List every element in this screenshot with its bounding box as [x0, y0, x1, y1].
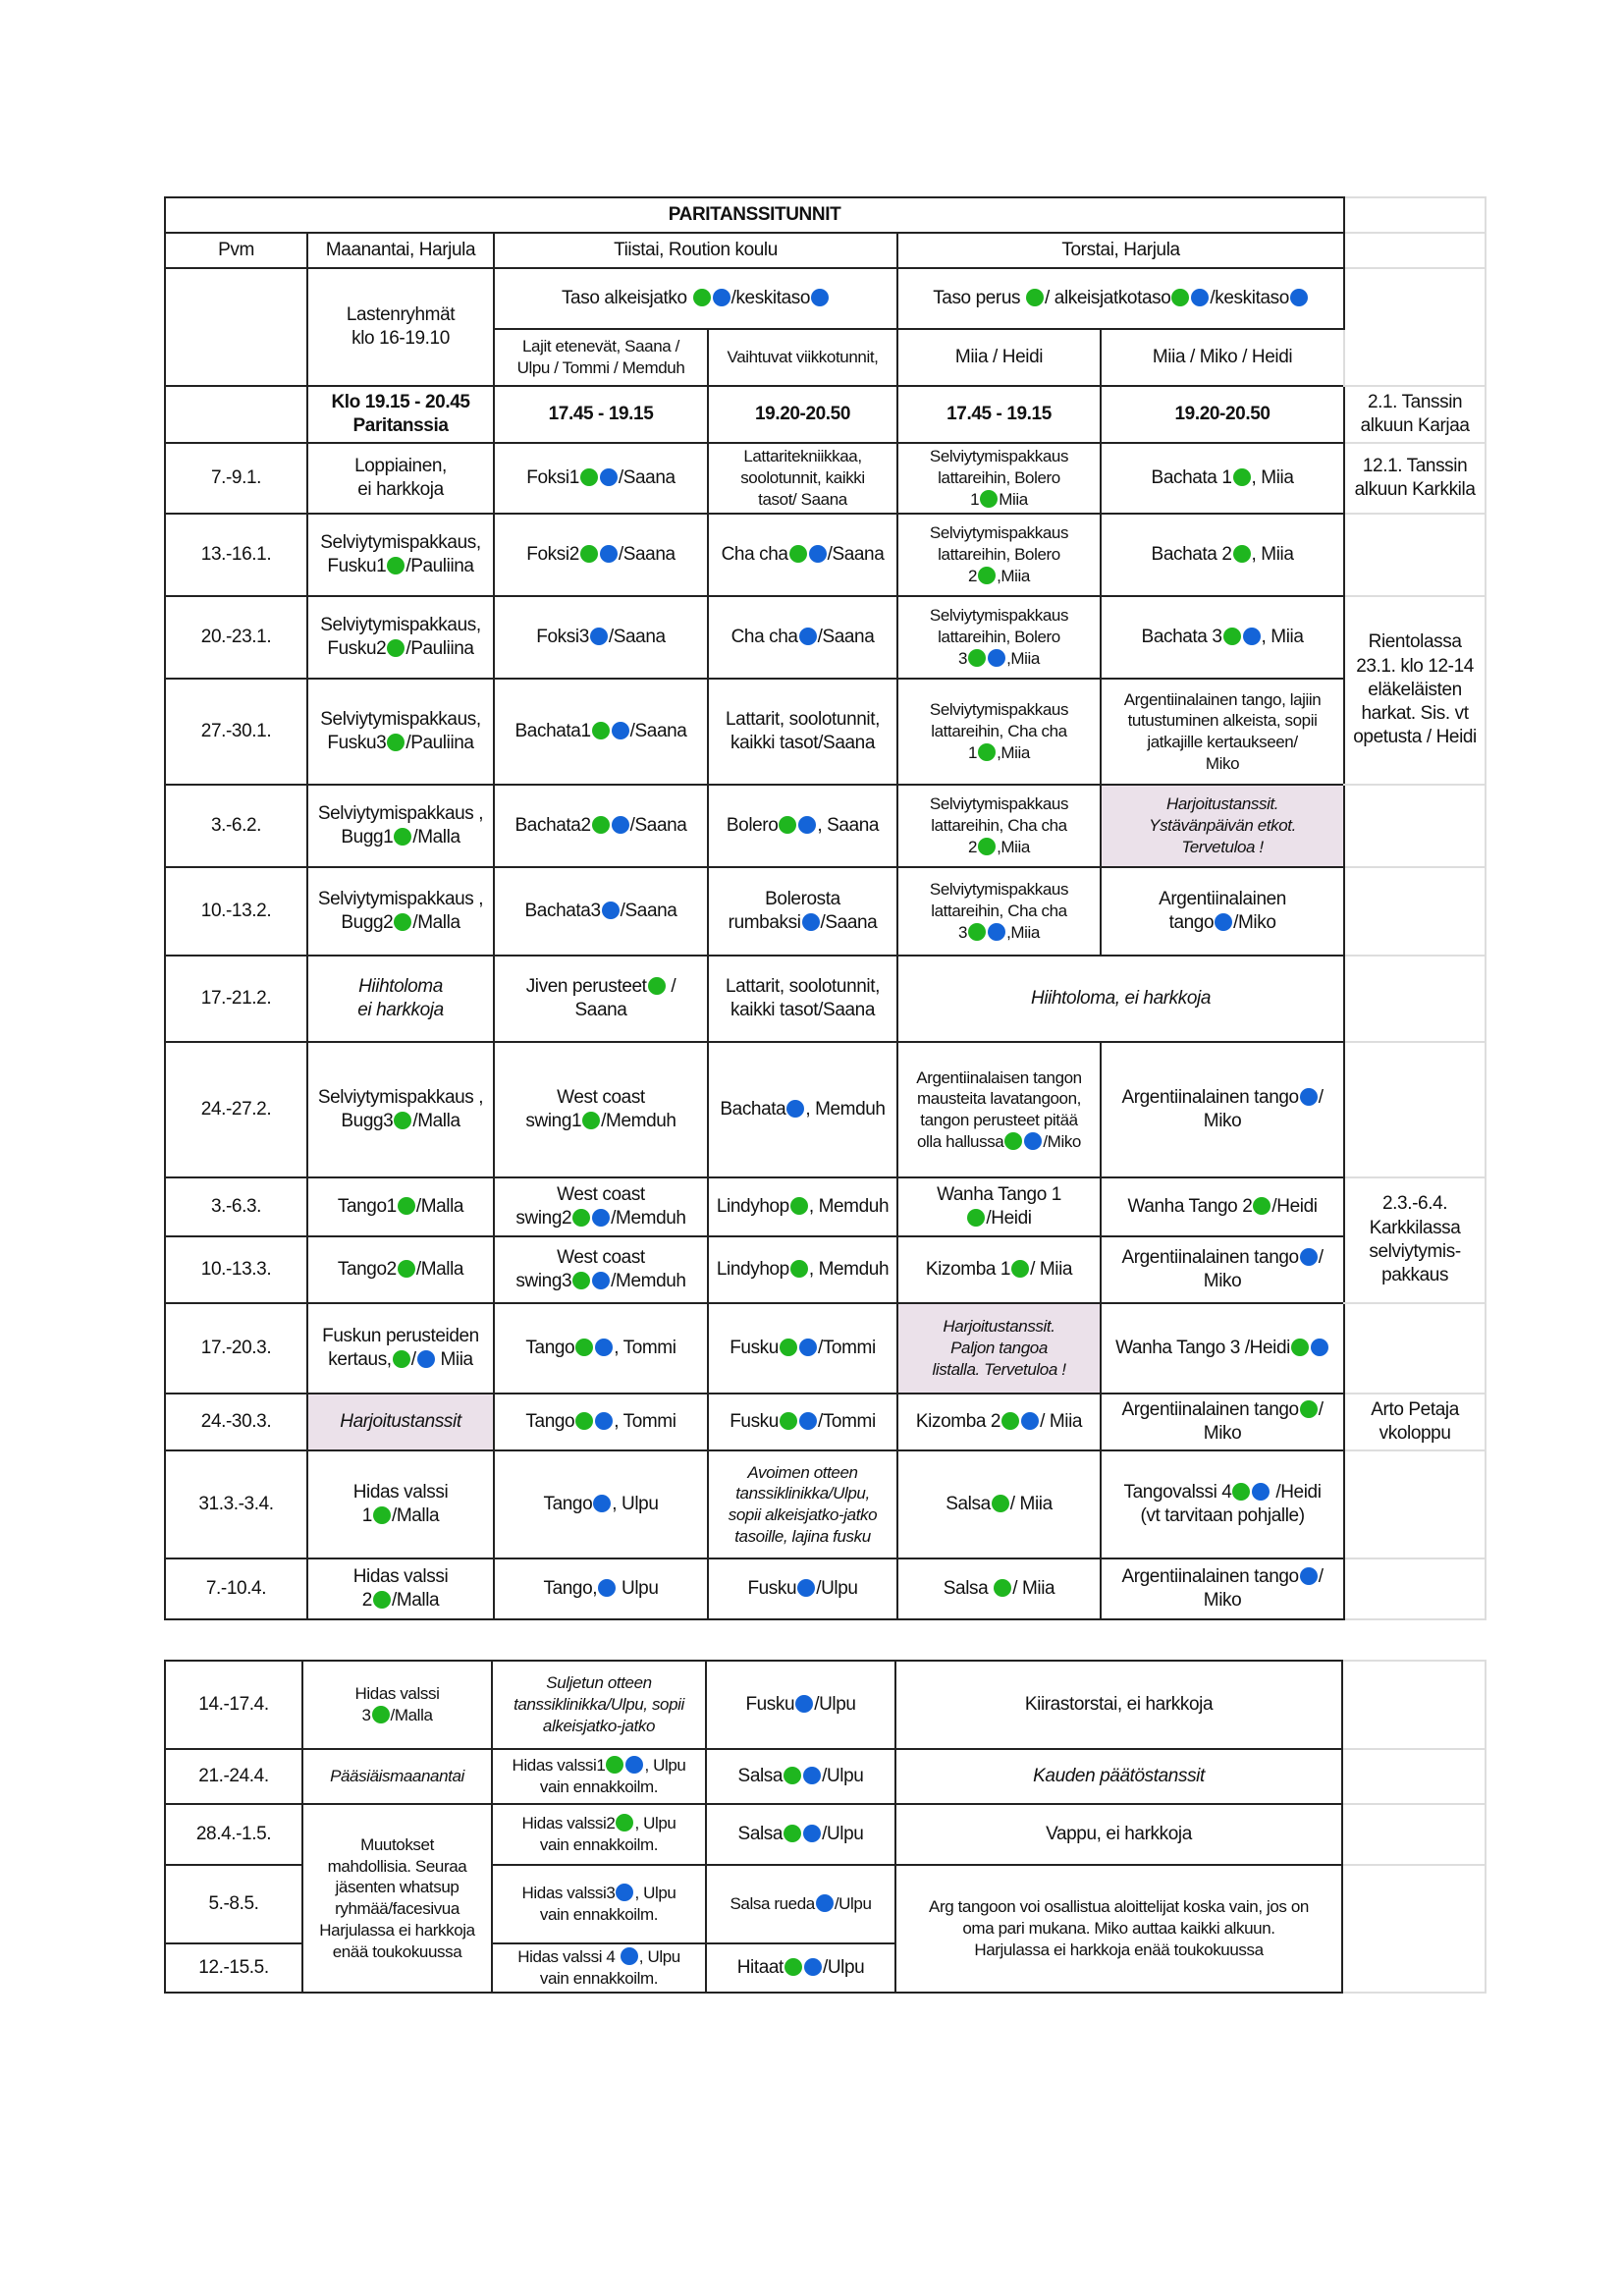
green-dot-icon — [1004, 1132, 1022, 1150]
green-dot-icon — [572, 1209, 590, 1227]
blue-dot-icon — [799, 628, 817, 645]
header-tuesday: Tiistai, Roution koulu — [494, 233, 897, 268]
header-row — [165, 233, 1486, 268]
green-dot-icon — [784, 1958, 802, 1976]
green-dot-icon — [780, 1339, 797, 1356]
green-dot-icon — [575, 1412, 593, 1430]
blue-dot-icon — [804, 1958, 822, 1976]
blue-dot-icon — [1243, 628, 1261, 645]
blue-dot-icon — [1300, 1567, 1318, 1585]
green-dot-icon — [580, 545, 598, 563]
teachers-thu2: Miia / Miko / Heidi — [1101, 329, 1344, 386]
blue-dot-icon — [799, 1412, 817, 1430]
green-dot-icon — [968, 923, 986, 941]
header-thursday: Torstai, Harjula — [897, 233, 1344, 268]
blue-dot-icon — [799, 1339, 817, 1356]
green-dot-icon — [1253, 1197, 1271, 1215]
blue-dot-icon — [592, 1272, 610, 1289]
green-dot-icon — [394, 1112, 411, 1129]
time-thu2: 19.20-20.50 — [1101, 386, 1344, 443]
header-monday: Maanantai, Harjula — [307, 233, 494, 268]
green-dot-icon — [394, 913, 411, 931]
blue-dot-icon — [803, 1825, 821, 1842]
times-row — [165, 386, 1486, 443]
green-dot-icon — [1291, 1339, 1309, 1356]
green-dot-icon — [1011, 1260, 1029, 1278]
time-mon: Klo 19.15 - 20.45 Paritanssia — [307, 386, 494, 443]
blue-dot-icon — [1024, 1132, 1042, 1150]
blue-dot-icon — [802, 913, 820, 931]
table-row: 3.-6.3. Tango1 /Malla West coast swing2 /Memduh Lindyhop , Memduh Wanha Tango 1 /Heidi Wanha Tango 2 /Heidi 2.3.-6.4. Karkkilassa selviytymis- pakkaus — [165, 1177, 1486, 1236]
green-dot-icon — [789, 545, 807, 563]
blue-dot-icon — [600, 468, 618, 486]
green-dot-icon — [968, 649, 986, 667]
green-dot-icon — [1171, 289, 1189, 306]
blue-dot-icon — [592, 1209, 610, 1227]
teachers-tue1: Lajit etenevät, Saana / Ulpu / Tommi / Memduh — [494, 329, 708, 386]
green-dot-icon — [1223, 628, 1241, 645]
teachers-thu1: Miia / Heidi — [897, 329, 1101, 386]
table-row: 5.-8.5. Hidas valssi3 , Ulpu vain ennakkoilm. Salsa rueda /Ulpu Arg tangoon voi osallistua aloittelijat koska vain, jos on oma pari mukana. Miko auttaa kaikki alkuun. Harjulassa ei harkkoja enää toukokuussa — [165, 1865, 1486, 1943]
green-dot-icon — [1233, 468, 1251, 486]
table-row: 17.-21.2. Hiihtoloma ei harkkoja Jiven perusteet / Saana Lattarit, soolotunnit, kaikki tasot/Saana Hiihtoloma, ei harkkoja — [165, 956, 1486, 1042]
blue-dot-icon — [1290, 289, 1308, 306]
table-row: 20.-23.1. Selviytymispakkaus, Fusku2 /Pauliina Foksi3 /Saana Cha cha /Saana Selviytymispakkaus lattareihin, Bolero 3 ,Miia Bachata 3 , Miia Rientolassa 23.1. klo 12-14 eläkeläisten harkat. Sis. vt opetusta / Heidi — [165, 596, 1486, 679]
blue-dot-icon — [1021, 1412, 1039, 1430]
blue-dot-icon — [598, 1579, 616, 1597]
blue-dot-icon — [798, 816, 816, 834]
green-dot-icon — [779, 816, 796, 834]
tuesday-levels: Taso alkeisjatko /keskitaso — [494, 268, 897, 329]
green-dot-icon — [398, 1260, 415, 1278]
green-dot-icon — [992, 1495, 1009, 1512]
blue-dot-icon — [612, 816, 629, 834]
kids-groups-cell: Lastenryhmät klo 16-19.10 — [307, 268, 494, 386]
green-dot-icon — [980, 490, 998, 508]
blue-dot-icon — [795, 1695, 813, 1713]
green-dot-icon — [575, 1339, 593, 1356]
green-dot-icon — [1232, 1483, 1250, 1501]
blue-dot-icon — [1191, 289, 1209, 306]
green-dot-icon — [994, 1579, 1011, 1597]
time-thu1: 17.45 - 19.15 — [897, 386, 1101, 443]
blue-dot-icon — [811, 289, 829, 306]
green-dot-icon — [572, 1272, 590, 1289]
schedule-title: PARITANSSITUNNIT — [165, 197, 1344, 233]
thursday-levels: Taso perus / alkeisjatkotaso /keskitaso — [897, 268, 1344, 329]
table-row: 21.-24.4. Pääsiäismaanantai Hidas valssi1 , Ulpu vain ennakkoilm. Salsa /Ulpu Kauden päätöstanssit — [165, 1749, 1486, 1804]
blue-dot-icon — [616, 1884, 633, 1901]
green-dot-icon — [1001, 1412, 1019, 1430]
blue-dot-icon — [593, 1495, 611, 1512]
blue-dot-icon — [809, 545, 827, 563]
table-row: 31.3.-3.4. Hidas valssi 1 /Malla Tango , Ulpu Avoimen otteen tanssiklinikka/Ulpu, sopii alkeisjatko-jatko tasoille, lajina fusku Salsa / Miia Tangovalssi 4 /Heidi (vt tarvitaan pohjalle) — [165, 1450, 1486, 1558]
blue-dot-icon — [1252, 1483, 1270, 1501]
green-dot-icon — [978, 743, 996, 761]
blue-dot-icon — [417, 1350, 435, 1368]
table-row: 10.-13.2. Selviytymispakkaus , Bugg2 /Malla Bachata3 /Saana Bolerosta rumbaksi /Saana Selviytymispakkaus lattareihin, Cha cha 3 ,Miia Argentiinalainen tango /Miko — [165, 867, 1486, 956]
blue-dot-icon — [816, 1894, 834, 1912]
green-dot-icon — [780, 1412, 797, 1430]
green-dot-icon — [580, 468, 598, 486]
green-dot-icon — [978, 838, 996, 855]
table-row: 7.-9.1. Loppiainen, ei harkkoja Foksi1 /Saana Lattaritekniikkaa, soolotunnit, kaikki tasot/ Saana Selviytymispakkaus lattareihin, Bolero 1 Miia Bachata 1 , Miia 12.1. Tanssin alkuun Karkkila — [165, 443, 1486, 514]
green-dot-icon — [616, 1814, 633, 1831]
schedule-table — [164, 196, 1487, 1620]
blue-dot-icon — [1215, 913, 1232, 931]
practice-dance-cell: Harjoitustanssit — [307, 1394, 494, 1450]
green-dot-icon — [784, 1825, 801, 1842]
blue-dot-icon — [602, 902, 620, 919]
green-dot-icon — [373, 1506, 391, 1524]
green-dot-icon — [978, 567, 996, 584]
schedule-table-continued — [164, 1660, 1487, 1994]
table-row: 13.-16.1. Selviytymispakkaus, Fusku1 /Pauliina Foksi2 /Saana Cha cha /Saana Selviytymispakkaus lattareihin, Bolero 2 ,Miia Bachata 2 , Miia — [165, 514, 1486, 596]
green-dot-icon — [394, 828, 411, 846]
blue-dot-icon — [1300, 1248, 1318, 1266]
header-date: Pvm — [165, 233, 307, 268]
blue-dot-icon — [1300, 1088, 1318, 1106]
table-row: 24.-27.2. Selviytymispakkaus , Bugg3 /Malla West coast swing1 /Memduh Bachata , Memduh Argentiinalaisen tangon mausteita lavatangoon, tangon perusteet pitää olla hallussa /Miko Argentiinalainen tango / Miko — [165, 1042, 1486, 1177]
table-row: 3.-6.2. Selviytymispakkaus , Bugg1 /Malla Bachata2 /Saana Bolero , Saana Selviytymispakkaus lattareihin, Cha cha 2 ,Miia Harjoitustanssit. Ystävänpäivän etkot. Tervetuloa ! — [165, 785, 1486, 867]
blue-dot-icon — [797, 1579, 815, 1597]
table-row: 14.-17.4. Hidas valssi 3 /Malla Suljetun otteen tanssiklinikka/Ulpu, sopii alkeisjatko-jatko Fusku /Ulpu Kiirastorstai, ei harkkoja — [165, 1661, 1486, 1749]
green-dot-icon — [693, 289, 711, 306]
green-dot-icon — [592, 816, 610, 834]
table-row: 10.-13.3. Tango2 /Malla West coast swing3 /Memduh Lindyhop , Memduh Kizomba 1 / Miia Argentiinalainen tango / Miko — [165, 1236, 1486, 1303]
green-dot-icon — [372, 1706, 390, 1723]
green-dot-icon — [582, 1112, 600, 1129]
blue-dot-icon — [988, 923, 1005, 941]
table-row: 17.-20.3. Fuskun perusteiden kertaus, / Miia Tango , Tommi Fusku /Tommi Harjoitustanssit. Paljon tangoa listalla. Tervetuloa ! Wanha Tango 3 /Heidi — [165, 1303, 1486, 1394]
blue-dot-icon — [621, 1947, 638, 1965]
table-row: 12.-15.5. Hidas valssi 4 , Ulpu vain ennakkoilm. Hitaat /Ulpu — [165, 1943, 1486, 1993]
table-row: 28.4.-1.5. Muutokset mahdollisia. Seuraa jäsenten whatsup ryhmää/facesivua Harjulassa ei harkkoja enää toukokuussa Hidas valssi2 , Ulpu vain ennakkoilm. Salsa /Ulpu Vappu, ei harkkoja — [165, 1804, 1486, 1865]
green-dot-icon — [790, 1260, 808, 1278]
green-dot-icon — [648, 977, 666, 995]
blue-dot-icon — [1311, 1339, 1328, 1356]
blue-dot-icon — [595, 1339, 613, 1356]
green-dot-icon — [398, 1197, 415, 1215]
table-row: 24.-30.3. Harjoitustanssit Tango , Tommi Fusku /Tommi Kizomba 2 / Miia Argentiinalainen tango / Miko Arto Petaja vkoloppu — [165, 1394, 1486, 1450]
blue-dot-icon — [590, 628, 608, 645]
green-dot-icon — [1026, 289, 1044, 306]
note-cell: 2.1. Tanssin alkuun Karjaa — [1344, 386, 1486, 443]
blue-dot-icon — [612, 722, 629, 739]
time-tue2: 19.20-20.50 — [708, 386, 897, 443]
blue-dot-icon — [803, 1767, 821, 1784]
green-dot-icon — [592, 722, 610, 739]
practice-dance-cell: Harjoitustanssit. Ystävänpäivän etkot. Tervetuloa ! — [1101, 785, 1344, 867]
green-dot-icon — [1300, 1400, 1318, 1418]
green-dot-icon — [387, 557, 405, 574]
blue-dot-icon — [625, 1756, 643, 1774]
blue-dot-icon — [713, 289, 730, 306]
blue-dot-icon — [595, 1412, 613, 1430]
green-dot-icon — [393, 1350, 410, 1368]
table-row: 27.-30.1. Selviytymispakkaus, Fusku3 /Pauliina Bachata1 /Saana Lattarit, soolotunnit, kaikki tasot/Saana Selviytymispakkaus lattareihin, Cha cha 1 ,Miia Argentiinalainen tango, lajiin tutustuminen alkeista, sopii jatkajille kertaukseen/ Miko — [165, 679, 1486, 785]
green-dot-icon — [606, 1756, 623, 1774]
green-dot-icon — [387, 639, 405, 657]
green-dot-icon — [373, 1591, 391, 1609]
green-dot-icon — [387, 734, 405, 751]
table-row: 7.-10.4. Hidas valssi 2 /Malla Tango, Ulpu Fusku /Ulpu Salsa / Miia Argentiinalainen tango / Miko — [165, 1558, 1486, 1619]
green-dot-icon — [784, 1767, 801, 1784]
time-tue1: 17.45 - 19.15 — [494, 386, 708, 443]
teachers-tue2: Vaihtuvat viikkotunnit, — [708, 329, 897, 386]
blue-dot-icon — [988, 649, 1005, 667]
green-dot-icon — [967, 1209, 985, 1227]
green-dot-icon — [1233, 545, 1251, 563]
green-dot-icon — [790, 1197, 808, 1215]
blue-dot-icon — [786, 1100, 804, 1118]
blue-dot-icon — [600, 545, 618, 563]
practice-dance-cell: Harjoitustanssit. Paljon tangoa listalla. Tervetuloa ! — [897, 1303, 1101, 1394]
